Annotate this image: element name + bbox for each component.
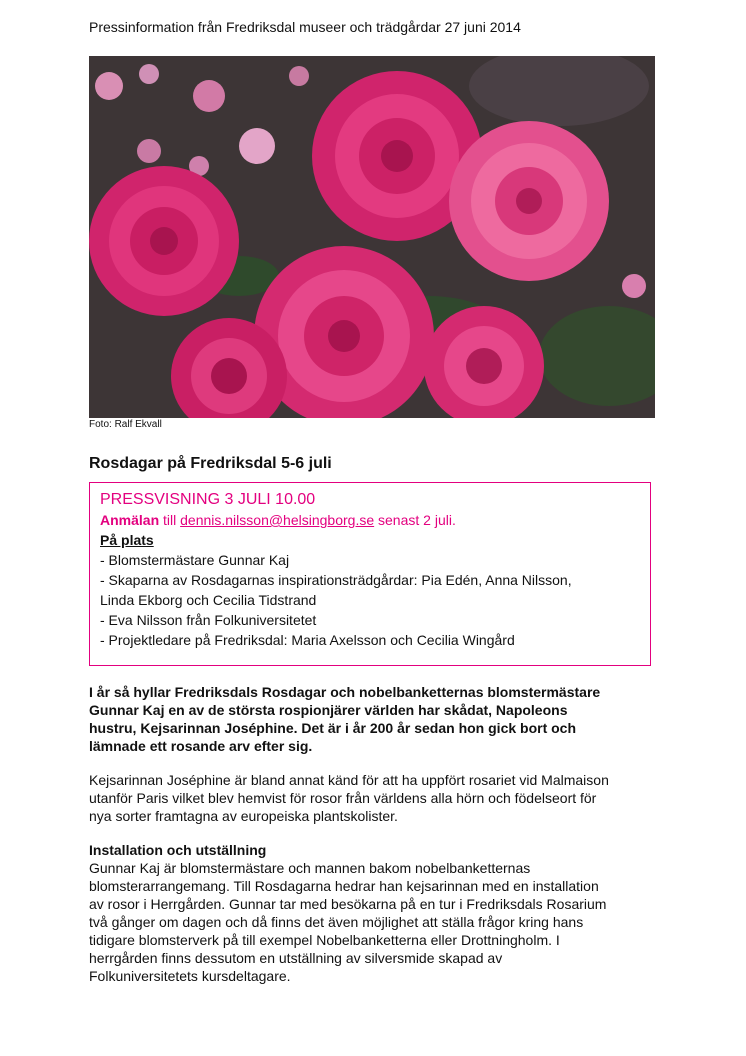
section-line: blomsterarrangemang. Till Rosdagarna hedrar han kejsarinnan med en installation [89, 878, 599, 894]
section-line: Gunnar Kaj är blomstermästare och mannen bakom nobelbanketternas [89, 860, 531, 876]
plats-item: - Eva Nilsson från Folkuniversitetet [100, 612, 317, 628]
paragraph-line: nya sorter framtagna av europeiska plantskolister. [89, 808, 398, 824]
signup-till: till [159, 512, 181, 528]
signup-line [100, 510, 640, 530]
paragraph-line: Kejsarinnan Joséphine är bland annat känd för att ha uppfört rosariet vid Malmaison [89, 772, 609, 788]
signup-email-link[interactable]: dennis.nilsson@helsingborg.se [180, 512, 375, 528]
lead-line: I år så hyllar Fredriksdals Rosdagar och nobelbanketternas blomstermästare [89, 684, 601, 700]
section-line: två gånger om dagen och då finns det även möjlighet att ställa frågor kring hans [89, 914, 584, 930]
press-heading: PRESSVISNING 3 JULI 10.00 [100, 491, 316, 508]
section-line: herrgården finns dessutom en utställning av silversmide skapad av [89, 950, 503, 966]
signup-label: Anmälan [100, 512, 160, 528]
signup-deadline: senast 2 juli. [374, 512, 456, 528]
plats-item: - Blomstermästare Gunnar Kaj [100, 552, 290, 568]
plats-item: - Projektledare på Fredriksdal: Maria Axelsson och Cecilia Wingård [100, 632, 515, 648]
paragraph-line: utanför Paris vilket blev hemvist för rosor från världens alla hörn och födelseort för [89, 790, 597, 806]
lead-line: hustru, Kejsarinnan Joséphine. Det är i år 200 år sedan hon gick bort och [89, 720, 577, 736]
photo-caption: Foto: Ralf Ekvall [89, 419, 162, 430]
rose-right [449, 121, 609, 281]
section-line: av rosor i Herrgården. Gunnar tar med besökarna på en tur i Fredriksdals Rosarium [89, 896, 607, 912]
section-heading: Installation och utställning [89, 842, 267, 858]
lead-line: Gunnar Kaj en av de största rospionjärer världen har skådat, Napoleons [89, 702, 568, 718]
section-line: Folkuniversitetets kursdeltagare. [89, 968, 291, 984]
plats-item: - Skaparna av Rosdagarnas inspirationsträdgårdar: Pia Edén, Anna Nilsson, [100, 572, 572, 588]
josephine-paragraph [89, 771, 649, 825]
section-line: tidigare blomsterverk på till exempel Nobelbanketterna eller Drottningholm. I [89, 932, 560, 948]
press-header: Pressinformation från Fredriksdal museer och trädgårdar 27 juni 2014 [89, 19, 521, 35]
article-title: Rosdagar på Fredriksdal 5-6 juli [89, 455, 332, 472]
plats-list [100, 550, 640, 650]
rose-left [89, 166, 239, 316]
plats-item: Linda Ekborg och Cecilia Tidstrand [100, 592, 317, 608]
roses-photo-illustration [89, 56, 655, 418]
installation-section [89, 841, 649, 985]
roses-photo [89, 56, 655, 418]
lead-line: lämnade ett rosande arv efter sig. [89, 738, 313, 754]
lead-paragraph [89, 683, 649, 755]
press-info-box [89, 482, 651, 666]
plats-heading: På plats [100, 532, 154, 548]
